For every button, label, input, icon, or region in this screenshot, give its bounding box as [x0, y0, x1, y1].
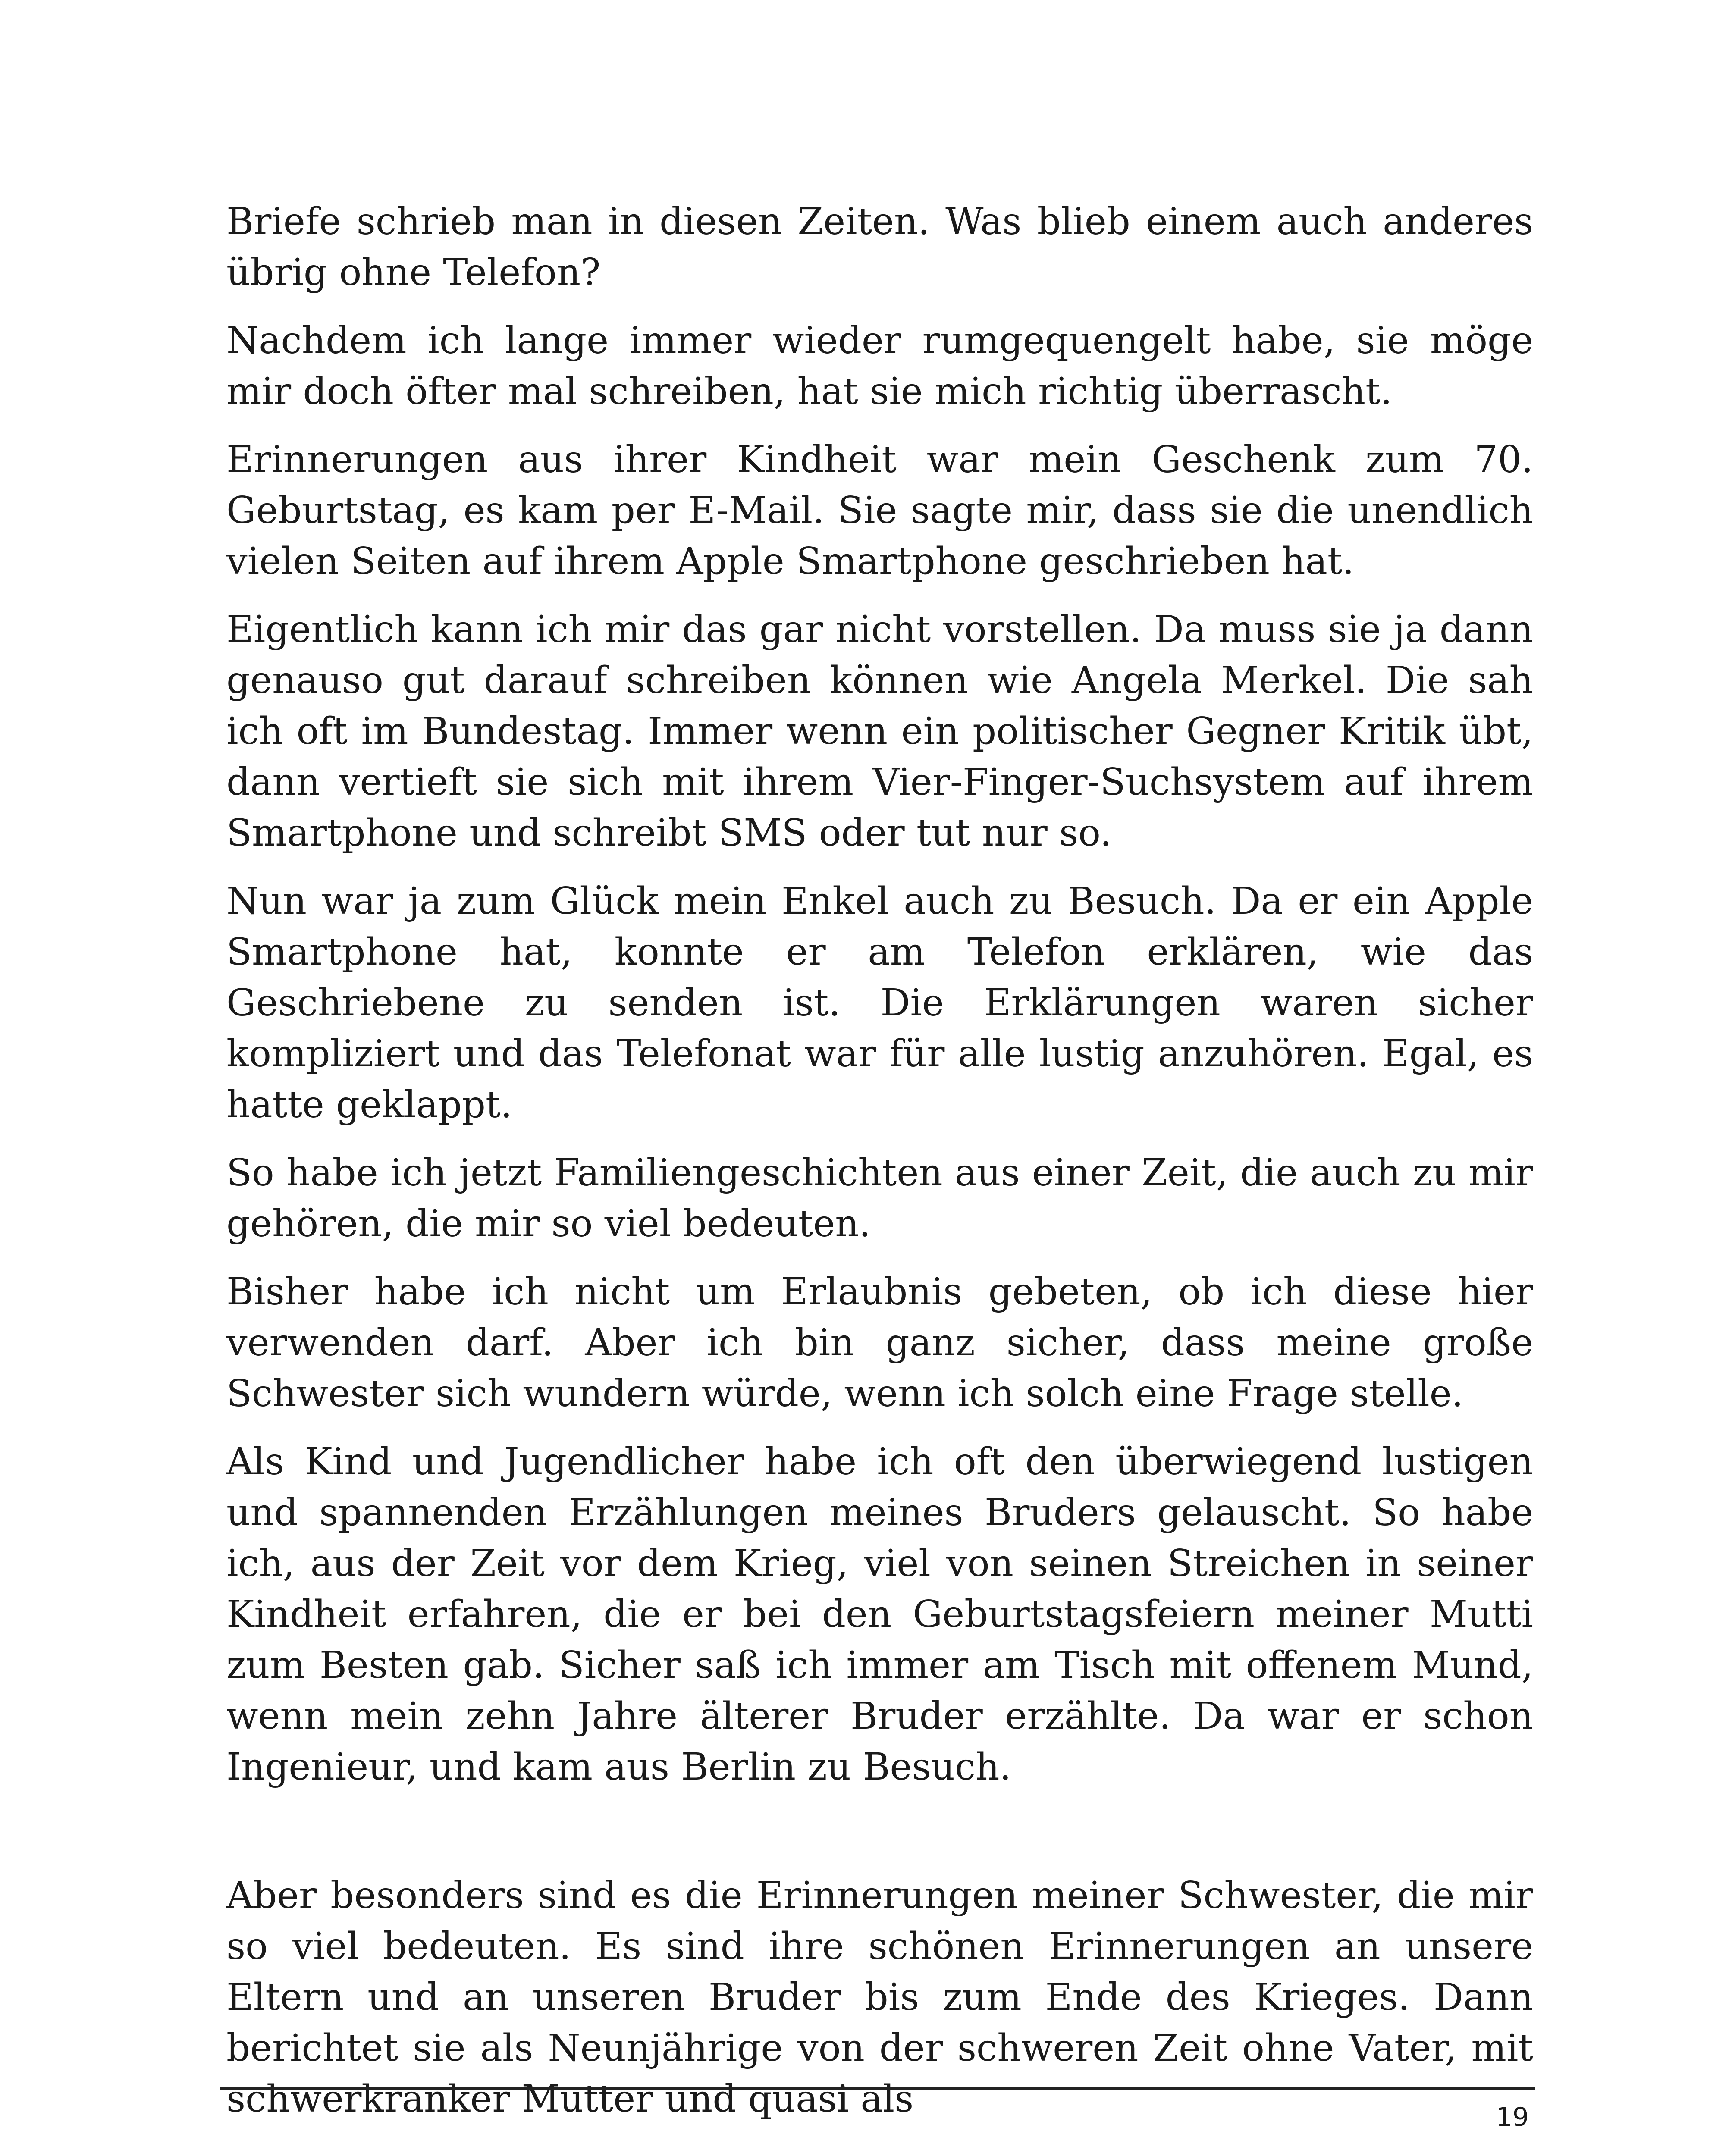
paragraph-2: Nachdem ich lange immer wieder rumgequengelt habe, sie möge mir doch öfter mal schreiben, hat sie mich richtig überrascht.	[226, 319, 1533, 413]
paragraph-7: Bisher habe ich nicht um Erlaubnis gebeten, ob ich diese hier verwenden darf. Aber ich bin ganz sicher, dass meine große Schwester sich wundern würde, wenn ich solch eine Frage stelle.	[226, 1270, 1533, 1415]
paragraph-3: Erinnerungen aus ihrer Kindheit war mein Geschenk zum 70. Geburtstag, es kam per E-Mail. Sie sagte mir, dass sie die unendlich vielen Seiten auf ihrem Apple Smartphone geschrieben hat.	[226, 438, 1533, 583]
paragraph-1: Briefe schrieb man in diesen Zeiten. Was blieb einem auch anderes übrig ohne Telefon?	[226, 200, 1533, 294]
footer-divider	[220, 2087, 1535, 2090]
paragraph-9: Aber besonders sind es die Erinnerungen meiner Schwester, die mir so viel bedeuten. Es sind ihre schönen Erinnerungen an unsere Eltern und an unseren Bruder bis zum Ende des Krieges. Dann berichtet sie als Neunjährige von der schweren Zeit ohne Vater, mit schwerkranker Mutter und quasi als	[226, 1874, 1533, 2121]
paragraph-6: So habe ich jetzt Familiengeschichten aus einer Zeit, die auch zu mir gehören, die mir so viel bedeuten.	[226, 1151, 1533, 1245]
body-text	[226, 196, 1533, 2142]
paragraph-5: Nun war ja zum Glück mein Enkel auch zu Besuch. Da er ein Apple Smartphone hat, konnte er am Telefon erklären, wie das Geschriebene zu senden ist. Die Erklärungen waren sicher kompliziert und das Telefonat war für alle lustig anzuhören. Egal, es hatte geklappt.	[226, 880, 1533, 1126]
paragraph-4: Eigentlich kann ich mir das gar nicht vorstellen. Da muss sie ja dann genauso gut darauf schreiben können wie Angela Merkel. Die sah ich oft im Bundestag. Immer wenn ein politischer Gegner Kritik übt, dann vertieft sie sich mit ihrem Vier-Finger-Suchsystem auf ihrem Smartphone und schreibt SMS oder tut nur so.	[226, 608, 1533, 855]
paragraph-8: Als Kind und Jugendlicher habe ich oft den überwiegend lustigen und spannenden Erzählungen meines Bruders gelauscht. So habe ich, aus der Zeit vor dem Krieg, viel von seinen Streichen in seiner Kindheit erfahren, die er bei den Geburtstagsfeiern meiner Mutti zum Besten gab. Sicher saß ich immer am Tisch mit offenem Mund, wenn mein zehn Jahre älterer Bruder erzählte. Da war er schon Ingenieur, und kam aus Berlin zu Besuch.	[226, 1440, 1533, 1789]
page-number: 19	[1496, 2102, 1529, 2132]
